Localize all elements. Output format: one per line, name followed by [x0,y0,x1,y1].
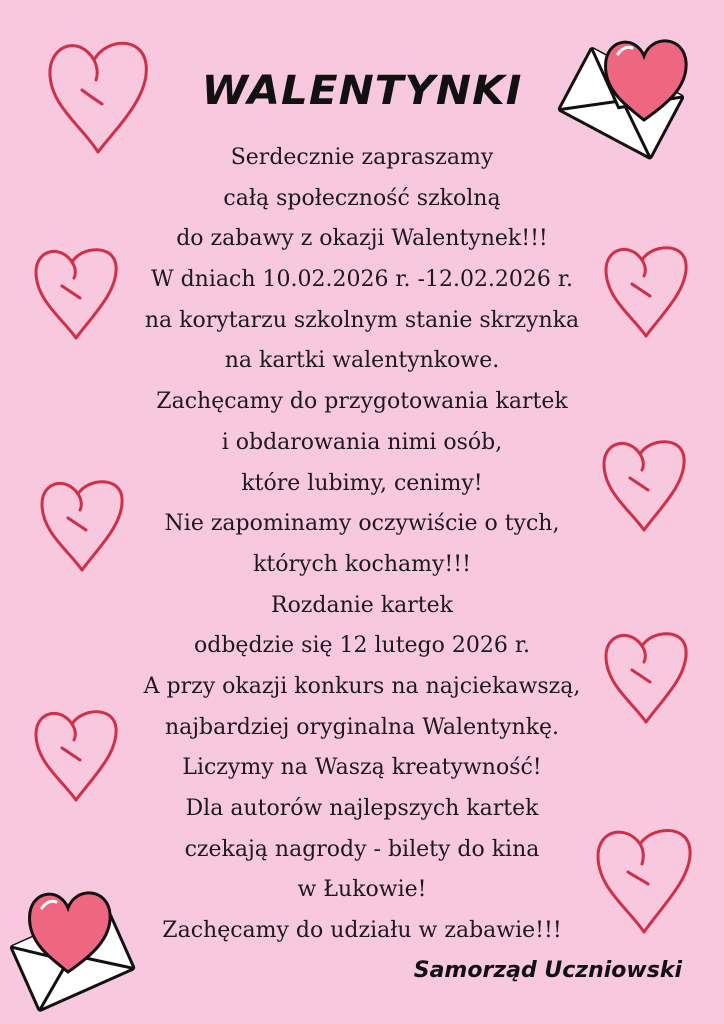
text-line: w Łukowie! [297,877,427,903]
text-line: na kartki walentynkowe. [224,348,500,374]
text-line: i obdarowania nimi osób, [221,429,503,455]
text-line: Liczymy na Waszą kreatywność! [182,755,542,781]
text-line: W dniach 10.02.2026 r. -12.02.2026 r. [150,267,574,293]
invitation-text [90,138,634,952]
text-line: do zabawy z okazji Walentynek!!! [176,226,548,252]
text-line: na korytarzu szkolnym stanie skrzynka [144,307,580,333]
text-line: których kochamy!!! [253,551,471,577]
poster-title: WALENTYNKI [201,68,523,114]
text-line: które lubimy, cenimy! [241,470,483,496]
text-line: czekają nagrody - bilety do kina [184,836,540,862]
text-line: Dla autorów najlepszych kartek [185,796,539,821]
text-line: całą społeczność szkolną [223,185,501,211]
text-line: Serdecznie zapraszamy [230,145,494,170]
text-line: Zachęcamy do przygotowania kartek [156,389,568,415]
text-line: najbardziej oryginalna Walentynkę. [164,714,560,740]
text-line: A przy okazji konkurs na najciekawszą, [143,673,581,699]
signature: Samorząd Uczniowski [413,958,682,983]
text-line: Rozdanie kartek [271,592,453,618]
text-line: Nie zapominamy oczywiście o tych, [164,511,560,537]
text-line: odbędzie się 12 lutego 2026 r. [194,633,530,659]
text-line: Zachęcamy do udziału w zabawie!!! [162,918,562,944]
